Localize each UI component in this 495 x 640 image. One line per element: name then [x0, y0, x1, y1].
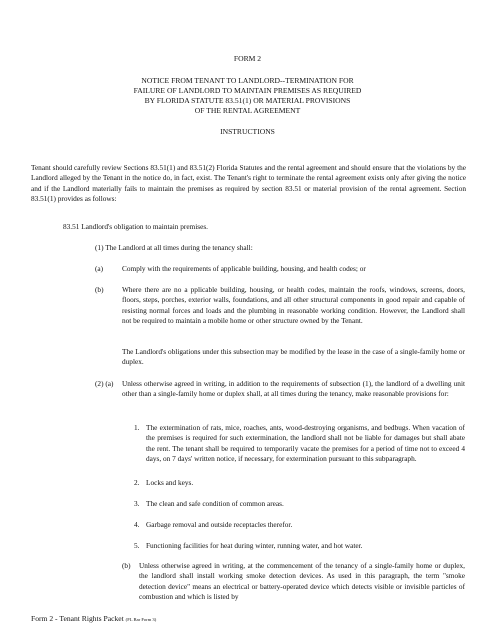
list-item-number: 2.	[134, 478, 140, 487]
footer-form-number: (FL Bar Form 3)	[125, 617, 157, 622]
page-footer	[31, 614, 156, 623]
section-heading: 83.51 Landlord's obligation to maintain premises.	[63, 222, 209, 231]
instructions-heading: INSTRUCTIONS	[220, 127, 275, 136]
subsection-2a-label: (2) (a)	[95, 379, 114, 388]
subsection-1-note: The Landlord's obligations under this subsection may be modified by the lease in the case of a single-family home or duplex.	[122, 347, 465, 367]
intro-paragraph: Tenant should carefully review Sections 83.51(1) and 83.51(2) Florida Statutes and the rental agreement and should ensure that the violations by the Landlord alleged by the Tenant in the notice do, in fact, exist. The Tenant's right to terminate the rental agreement exists only after giving the notice and if the Landlord materially fails to maintain the premises as required by section 83.51 or material provision of the rental agreement. Section 83.51(1) provides as follows:	[31, 163, 466, 204]
form-label: FORM 2	[233, 54, 262, 63]
title-line-3: BY FLORIDA STATUTE 83.51(1) OR MATERIAL PROVISIONS	[144, 96, 351, 105]
list-item-number: 5.	[134, 541, 140, 550]
list-item-number: 3.	[134, 499, 140, 508]
list-item-text: Functioning facilities for heat during winter, running water, and hot water.	[146, 541, 363, 550]
subsection-2b	[122, 561, 465, 606]
subsection-1a	[95, 264, 465, 276]
subsection-1-intro: (1) The Landlord at all times during the tenancy shall:	[95, 243, 253, 252]
subsection-2a-text: Unless otherwise agreed in writing, in addition to the requirements of subsection (1), the landlord of a dwelling unit other than a single-family home or duplex shall, at all times during the tenancy, make reasonable provisions for:	[122, 379, 465, 399]
list-item-text: The extermination of rats, mice, roaches, ants, wood-destroying organisms, and bedbugs. When vacation of the premises is required for such extermination, the landlord shall not be liable for damages but shall abate the rent. The tenant shall be required to temporarily vacate the premises for a period of time not to exceed 4 days, on 7 days' written notice, if necessary, for extermination pursuant to this subparagraph.	[146, 423, 465, 464]
subsection-1b-text: Where there are no a pplicable building, housing, or health codes, maintain the roofs, windows, screens, doors, floors, steps, porches, exterior walls, foundations, and all other structural components in good repair and capable of resisting normal forces and loads and the plumbing in reasonable working condition. However, the Landlord shall not be required to maintain a mobile home or other structure owned by the Tenant.	[122, 285, 465, 326]
list-item	[134, 541, 465, 553]
footer-text: Form 2 - Tenant Rights Packet	[31, 614, 124, 623]
list-item-number: 4.	[134, 520, 140, 529]
list-item	[134, 520, 465, 532]
subsection-2b-label: (b)	[122, 561, 131, 570]
subsection-2b-text: Unless otherwise agreed in writing, at the commencement of the tenancy of a single-family home or duplex, the landlord shall install working smoke detection devices. As used in this paragraph, the term "smoke detection device" means an electrical or battery-operated device which detects visible or invisible particles of combustion and which is listed by	[139, 561, 465, 602]
list-item-text: Garbage removal and outside receptacles therefor.	[146, 520, 293, 529]
title-line-2: FAILURE OF LANDLORD TO MAINTAIN PREMISES AS REQUIRED	[133, 86, 362, 95]
list-item	[134, 499, 465, 511]
subsection-1a-label: (a)	[95, 264, 104, 273]
list-item-text: Locks and keys.	[146, 478, 194, 487]
subsection-1b-label: (b)	[95, 285, 104, 294]
title-line-1: NOTICE FROM TENANT TO LANDLORD--TERMINATION FOR	[141, 76, 354, 85]
list-item	[134, 478, 465, 490]
subsection-2a	[95, 379, 465, 413]
list-item	[134, 423, 465, 468]
title-line-4: OF THE RENTAL AGREEMENT	[194, 106, 301, 115]
list-item-number: 1.	[134, 423, 140, 432]
list-item-text: The clean and safe condition of common areas.	[146, 499, 284, 508]
subsection-1a-text: Comply with the requirements of applicable building, housing, and health codes; or	[122, 264, 366, 273]
subsection-1b	[95, 285, 465, 340]
